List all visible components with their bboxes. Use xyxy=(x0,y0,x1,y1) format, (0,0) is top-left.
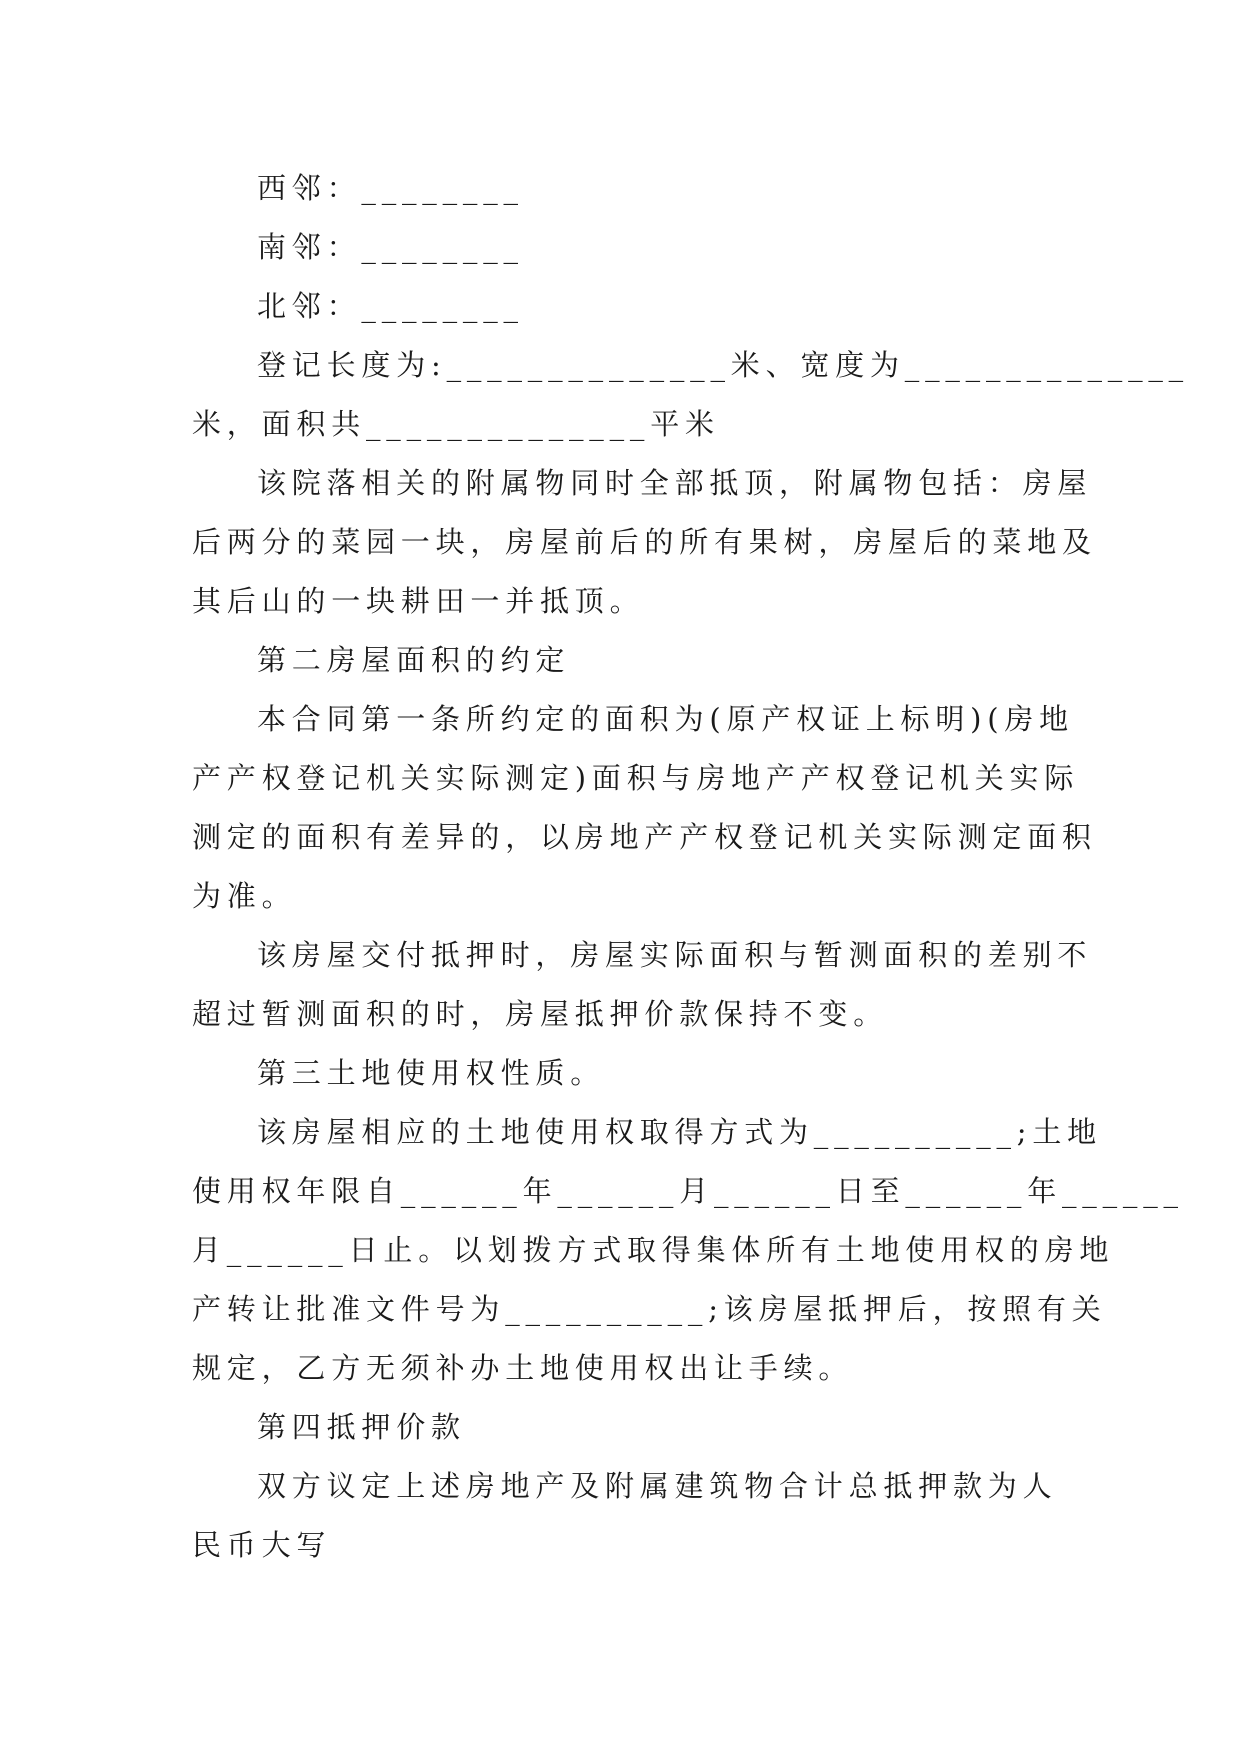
paragraph-line: 民币大写 xyxy=(192,1528,332,1562)
south-neighbor-line: 南邻：________ xyxy=(257,230,524,264)
paragraph-line: 月______日止。以划拨方式取得集体所有土地使用权的房地 xyxy=(192,1233,1115,1267)
paragraph-line: 使用权年限自______年______月______日至______年______ xyxy=(192,1174,1184,1208)
paragraph-line: 后两分的菜园一块，房屋前后的所有果树，房屋后的菜地及 xyxy=(192,525,1097,559)
section-heading-2: 第二房屋面积的约定 xyxy=(257,643,571,677)
registered-dimensions-line: 登记长度为:______________米、宽度为______________ xyxy=(257,348,1189,382)
paragraph-line: 双方议定上述房地产及附属建筑物合计总抵押款为人 xyxy=(257,1469,1058,1503)
paragraph-line: 该房屋交付抵押时，房屋实际面积与暂测面积的差别不 xyxy=(257,938,1093,972)
section-heading-4: 第四抵押价款 xyxy=(257,1410,466,1444)
area-line: 米，面积共______________平米 xyxy=(192,407,720,441)
section-heading-3: 第三土地使用权性质。 xyxy=(257,1056,606,1090)
north-neighbor-line: 北邻：________ xyxy=(257,289,524,323)
paragraph-line: 其后山的一块耕田一并抵顶。 xyxy=(192,584,645,618)
paragraph-line: 产转让批准文件号为__________;该房屋抵押后，按照有关 xyxy=(192,1292,1107,1326)
paragraph-line: 规定，乙方无须补办土地使用权出让手续。 xyxy=(192,1351,854,1385)
paragraph-line: 超过暂测面积的时，房屋抵押价款保持不变。 xyxy=(192,997,889,1031)
paragraph-line: 该房屋相应的土地使用权取得方式为__________;土地 xyxy=(257,1115,1102,1149)
paragraph-line: 本合同第一条所约定的面积为(原产权证上标明)(房地 xyxy=(257,702,1074,736)
west-neighbor-line: 西邻：________ xyxy=(257,171,524,205)
paragraph-line: 为准。 xyxy=(192,879,297,913)
paragraph-line: 产产权登记机关实际测定)面积与房地产产权登记机关实际 xyxy=(192,761,1080,795)
paragraph-line: 该院落相关的附属物同时全部抵顶，附属物包括：房屋 xyxy=(257,466,1093,500)
paragraph-line: 测定的面积有差异的，以房地产产权登记机关实际测定面积 xyxy=(192,820,1097,854)
